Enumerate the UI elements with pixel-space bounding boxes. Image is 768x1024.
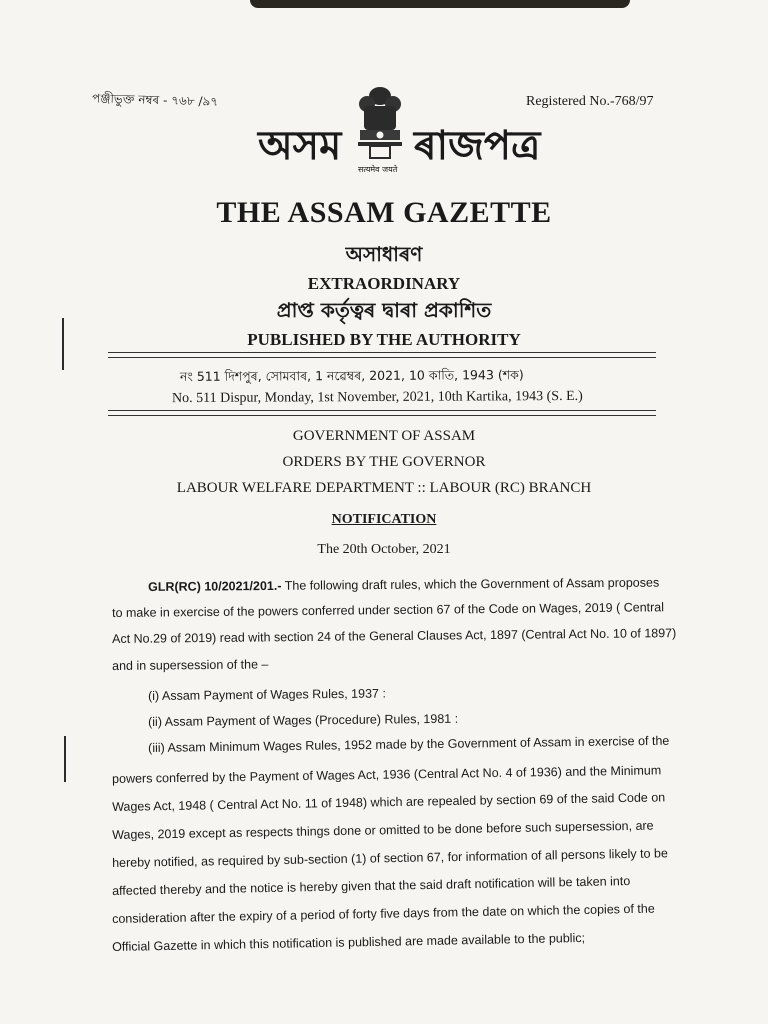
government-heading: GOVERNMENT OF ASSAM — [292, 428, 476, 444]
gazette-title: THE ASSAM GAZETTE — [216, 196, 552, 229]
scan-top-edge — [250, 0, 630, 8]
body-line: powers conferred by the Payment of Wages Act, 1936 (Central Act No. 4 of 1936) and the Minimum — [112, 763, 662, 786]
list-item: (iii) Assam Minimum Wages Rules, 1952 made by the Government of Assam in exercise of the — [148, 733, 670, 755]
registration-number-bengali: পঞ্জীভুক্ত নম্বৰ - ৭৬৮ /৯৭ — [91, 91, 219, 109]
emblem-motto: सत्यमेव जयते — [358, 165, 398, 174]
list-item: (i) Assam Payment of Wages Rules, 1937 : — [148, 686, 386, 703]
registration-number: Registered No.-768/97 — [526, 94, 654, 109]
orders-heading: ORDERS BY THE GOVERNOR — [282, 454, 486, 470]
notification-heading: NOTIFICATION — [331, 512, 437, 527]
divider — [108, 357, 656, 358]
margin-mark — [64, 736, 66, 782]
published-by-authority: PUBLISHED BY THE AUTHORITY — [247, 330, 521, 349]
body-first-line — [148, 576, 659, 594]
body-line: Wages, 2019 except as respects things done or omitted to be done before such supersession, are — [112, 818, 654, 842]
national-emblem-icon — [350, 84, 410, 162]
extraordinary-label: EXTRAORDINARY — [307, 274, 461, 293]
divider — [108, 415, 656, 416]
body-line: affected thereby and the notice is hereby given that the said draft notification will be taken into — [112, 874, 631, 898]
body-line: consideration after the expiry of a period of forty five days from the date on which the copies of the — [112, 901, 655, 926]
reference-number: GLR(RC) 10/2021/201.- — [148, 578, 282, 594]
body-line: Act No.29 of 2019) read with section 24 of the General Clauses Act, 1897 (Central Act No. 10 of 1897) — [112, 626, 677, 646]
body-line: to make in exercise of the powers conferred under section 67 of the Code on Wages, 2019 ( Central — [112, 600, 665, 620]
body-line: and in supersession of the – — [112, 657, 269, 673]
issue-line: No. 511 Dispur, Monday, 1st November, 2021, 10th Kartika, 1943 (S. E.) — [171, 388, 583, 407]
divider — [108, 410, 656, 411]
gazette-title-bengali-left: অসম — [258, 123, 342, 169]
notification-date: The 20th October, 2021 — [317, 542, 451, 557]
published-by-authority-bengali: প্ৰাপ্ত কৰ্তৃত্বৰ দ্বাৰা প্ৰকাশিত — [276, 298, 492, 322]
department-heading: LABOUR WELFARE DEPARTMENT :: LABOUR (RC) BRANCH — [176, 480, 592, 496]
body-line: The following draft rules, which the Government of Assam proposes — [281, 575, 660, 593]
body-line: hereby notified, as required by sub-section (1) of section 67, for information of all persons likely to be — [112, 846, 669, 870]
divider — [108, 352, 656, 353]
list-item: (ii) Assam Payment of Wages (Procedure) Rules, 1981 : — [148, 711, 459, 729]
extraordinary-bengali: অসাধাৰণ — [345, 242, 423, 266]
body-line: Wages Act, 1948 ( Central Act No. 11 of 1948) which are repealed by section 69 of the said Code on — [112, 790, 666, 814]
gazette-title-bengali-right: ৰাজপত্ৰ — [414, 123, 541, 169]
body-line: Official Gazette in which this notification is published are made available to the public; — [112, 930, 586, 954]
issue-line-bengali: নং 511 দিশপুৰ, সোমবাৰ, 1 নৱেম্বৰ, 2021, 10 কাতি, 1943 (শক) — [179, 367, 524, 384]
